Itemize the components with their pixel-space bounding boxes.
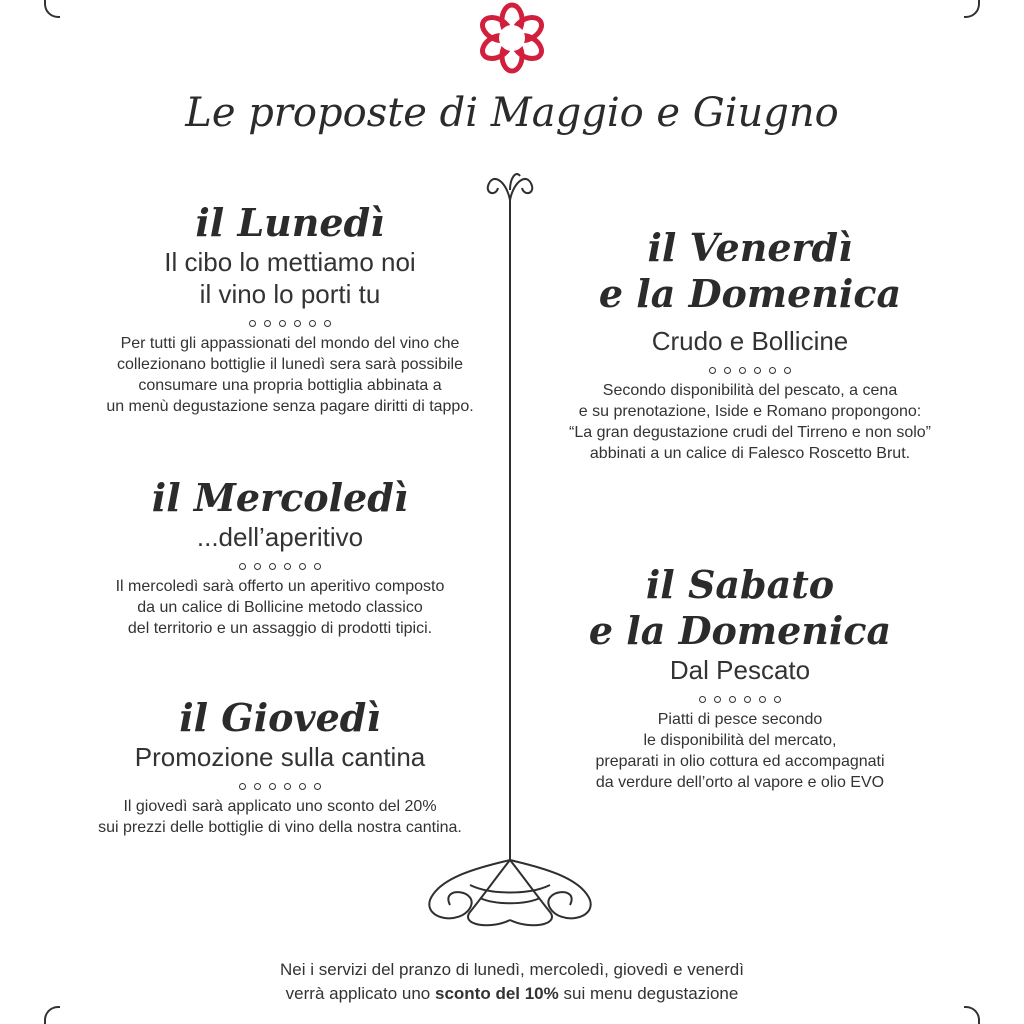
corner-ornament-bottom-right	[964, 1006, 980, 1024]
section-giovedi	[30, 695, 530, 838]
footer-line-2-start: verrà applicato uno	[285, 984, 435, 1003]
section-subtitle: Promozione sulla cantina	[134, 742, 426, 772]
footer-line-1: Nei i servizi del pranzo di lunedì, mercoledì, giovedì e venerdì	[280, 960, 744, 979]
section-lunedi	[40, 200, 540, 417]
dots-separator	[30, 563, 530, 570]
section-subtitle: Il cibo lo mettiamo noi il vino lo porti tu	[164, 247, 416, 309]
day-heading: il Giovedì	[179, 695, 381, 740]
section-venerdi	[500, 225, 1000, 464]
footer-line-2	[0, 982, 1024, 1006]
section-subtitle: Crudo e Bollicine	[651, 326, 849, 356]
corner-ornament-bottom-left	[44, 1006, 60, 1024]
section-subtitle: Dal Pescato	[669, 655, 811, 685]
page-title: Le proposte di Maggio e Giugno	[185, 90, 839, 136]
section-subtitle: ...dell’aperitivo	[196, 522, 364, 552]
section-description: Il giovedì sarà applicato uno sconto del 20% sui prezzi delle bottiglie di vino della nostra cantina.	[98, 798, 462, 836]
day-heading: il Mercoledì	[151, 475, 409, 520]
discount-highlight: sconto del 10%	[435, 984, 559, 1003]
michelin-flower-icon	[472, 0, 552, 80]
footer-line-2-end: sui menu degustazione	[558, 984, 739, 1003]
dots-separator	[500, 367, 1000, 374]
section-description: Secondo disponibilità del pescato, a cena e su prenotazione, Iside e Romano propongono: “La gran degustazione crudi del Tirreno e non solo” abbinati a un calice di Falesco Roscetto Brut.	[569, 382, 931, 462]
section-description: Il mercoledì sarà offerto un aperitivo composto da un calice di Bollicine metodo classico del territorio e un assaggio di prodotti tipici.	[115, 578, 445, 637]
section-description: Per tutti gli appassionati del mondo del vino che collezionano bottiglie il lunedì sera sarà possibile consumare una propria bottiglia abbinata a un menù degustazione senza pagare diritti di tappo.	[106, 335, 474, 415]
dots-separator	[490, 696, 990, 703]
day-heading: il Lunedì	[195, 200, 385, 245]
section-description: Piatti di pesce secondo le disponibilità del mercato, preparati in olio cottura ed accompagnati da verdure dell’orto al vapore e olio EVO	[595, 711, 885, 791]
footer-note	[0, 958, 1024, 1006]
corner-ornament-top-left	[44, 0, 60, 18]
section-sabato	[490, 562, 990, 793]
day-heading: il Venerdì e la Domenica	[598, 225, 902, 316]
corner-ornament-top-right	[964, 0, 980, 18]
day-heading: il Sabato e la Domenica	[588, 562, 892, 653]
section-mercoledi	[30, 475, 530, 639]
dots-separator	[40, 320, 540, 327]
dots-separator	[30, 783, 530, 790]
